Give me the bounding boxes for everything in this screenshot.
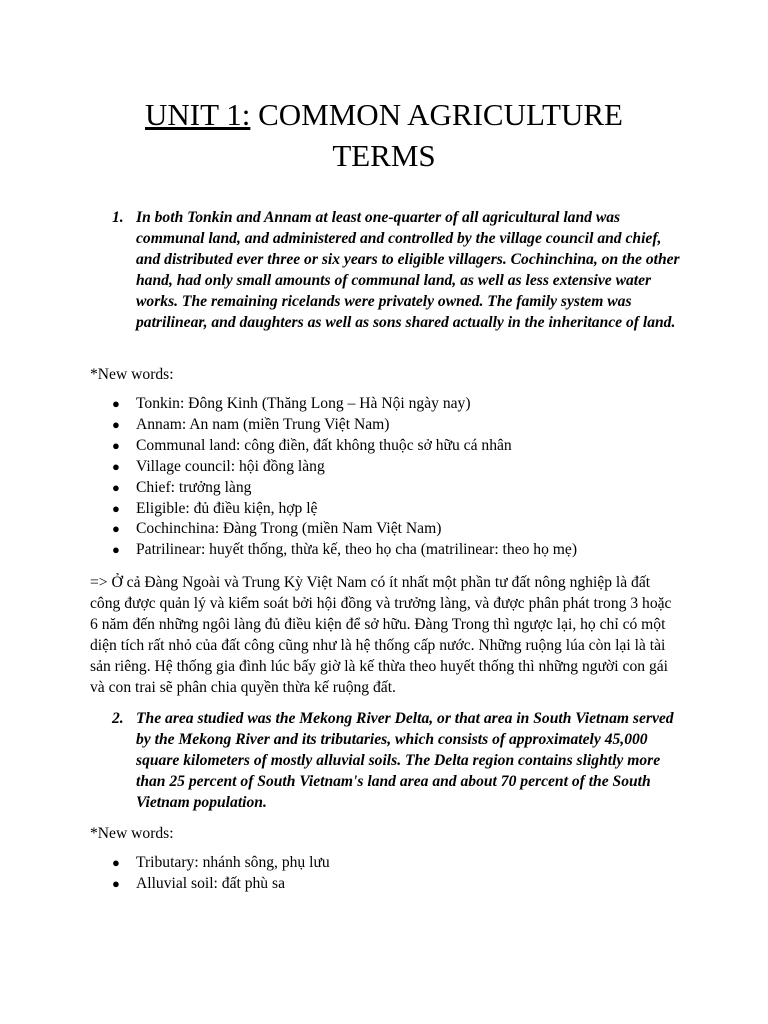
section-1-word-list — [90, 394, 678, 561]
section-2-new-words-label: *New words: — [90, 825, 174, 842]
bullet-icon: ● — [112, 542, 120, 558]
bullet-icon: ● — [112, 396, 120, 411]
section-1-text: In both Tonkin and Annam at least one-quarter of all agricultural land was communal land, and administered and controlled by the village council and chief, and distributed ever three or six years to eligible villagers. Cochinchina, on the other hand, had only small amounts of communal land, as well as less extensive water works. The remaining ricelands were privately owned. The family system was patrilinear, and daughters as well as sons shared actually in the inheritance of land. — [136, 209, 680, 331]
section-1-number: 1. — [112, 209, 124, 226]
list-item: ● Eligible: đủ điều kiện, hợp lệ — [90, 499, 678, 520]
unit-label: UNIT 1: — [145, 97, 251, 132]
section-2-word-list — [90, 853, 678, 895]
list-item: ● Village council: hội đồng làng — [90, 457, 678, 478]
title-text: COMMON AGRICULTURE TERMS — [250, 97, 623, 173]
list-item: ● Alluvial soil: đất phù sa — [90, 874, 678, 895]
section-1-translation: => Ở cả Đàng Ngoài và Trung Kỳ Việt Nam có ít nhất một phần tư đất nông nghiệp là đất công được quản lý và kiểm soát bởi hội đồng và trưởng làng, và được phân phát trong 3 hoặc 6 năm đến những ngôi làng đủ điều kiện để sở hữu. Đàng Trong thì ngược lại, họ chỉ có một diện tích rất nhỏ của đất công cũng như là hệ thống cấp nước. Những ruộng lúa còn lại là tài sản riêng. Hệ thống gia đình lúc bấy giờ là kế thừa theo huyết thống thì những người con gái và con trai sẽ phân chia quyền thừa kế ruộng đất. — [90, 574, 672, 696]
bullet-icon: ● — [112, 500, 120, 516]
list-item: ● Chief: trưởng làng — [90, 478, 678, 499]
bullet-icon: ● — [112, 521, 120, 537]
list-item: ● Tonkin: Đông Kinh (Thăng Long – Hà Nội ngày nay) — [90, 394, 678, 415]
section-1-new-words-label: *New words: — [90, 366, 174, 383]
list-item: ● Tributary: nhánh sông, phụ lưu — [90, 853, 678, 874]
list-item: ● Patrilinear: huyết thống, thừa kế, theo họ cha (matrilinear: theo họ mẹ) — [90, 540, 678, 561]
list-item: ● Annam: An nam (miền Trung Việt Nam) — [90, 415, 678, 436]
list-item: ● Cochinchina: Đàng Trong (miền Nam Việt Nam) — [90, 519, 678, 540]
bullet-icon: ● — [112, 479, 120, 495]
page-title — [90, 94, 678, 176]
bullet-icon: ● — [112, 855, 120, 870]
bullet-icon: ● — [112, 875, 120, 891]
section-2-number: 2. — [112, 710, 124, 727]
list-item: ● Communal land: công điền, đất không thuộc sở hữu cá nhân — [90, 436, 678, 457]
bullet-icon: ● — [112, 437, 120, 453]
bullet-icon: ● — [112, 458, 120, 474]
section-2-text: The area studied was the Mekong River Delta, or that area in South Vietnam served by the Mekong River and its tributaries, which consists of approximately 45,000 square kilometers of mostly alluvial soils. The Delta region contains slightly more than 25 percent of South Vietnam's land area and about 70 percent of the South Vietnam population. — [136, 710, 674, 811]
bullet-icon: ● — [112, 416, 120, 432]
